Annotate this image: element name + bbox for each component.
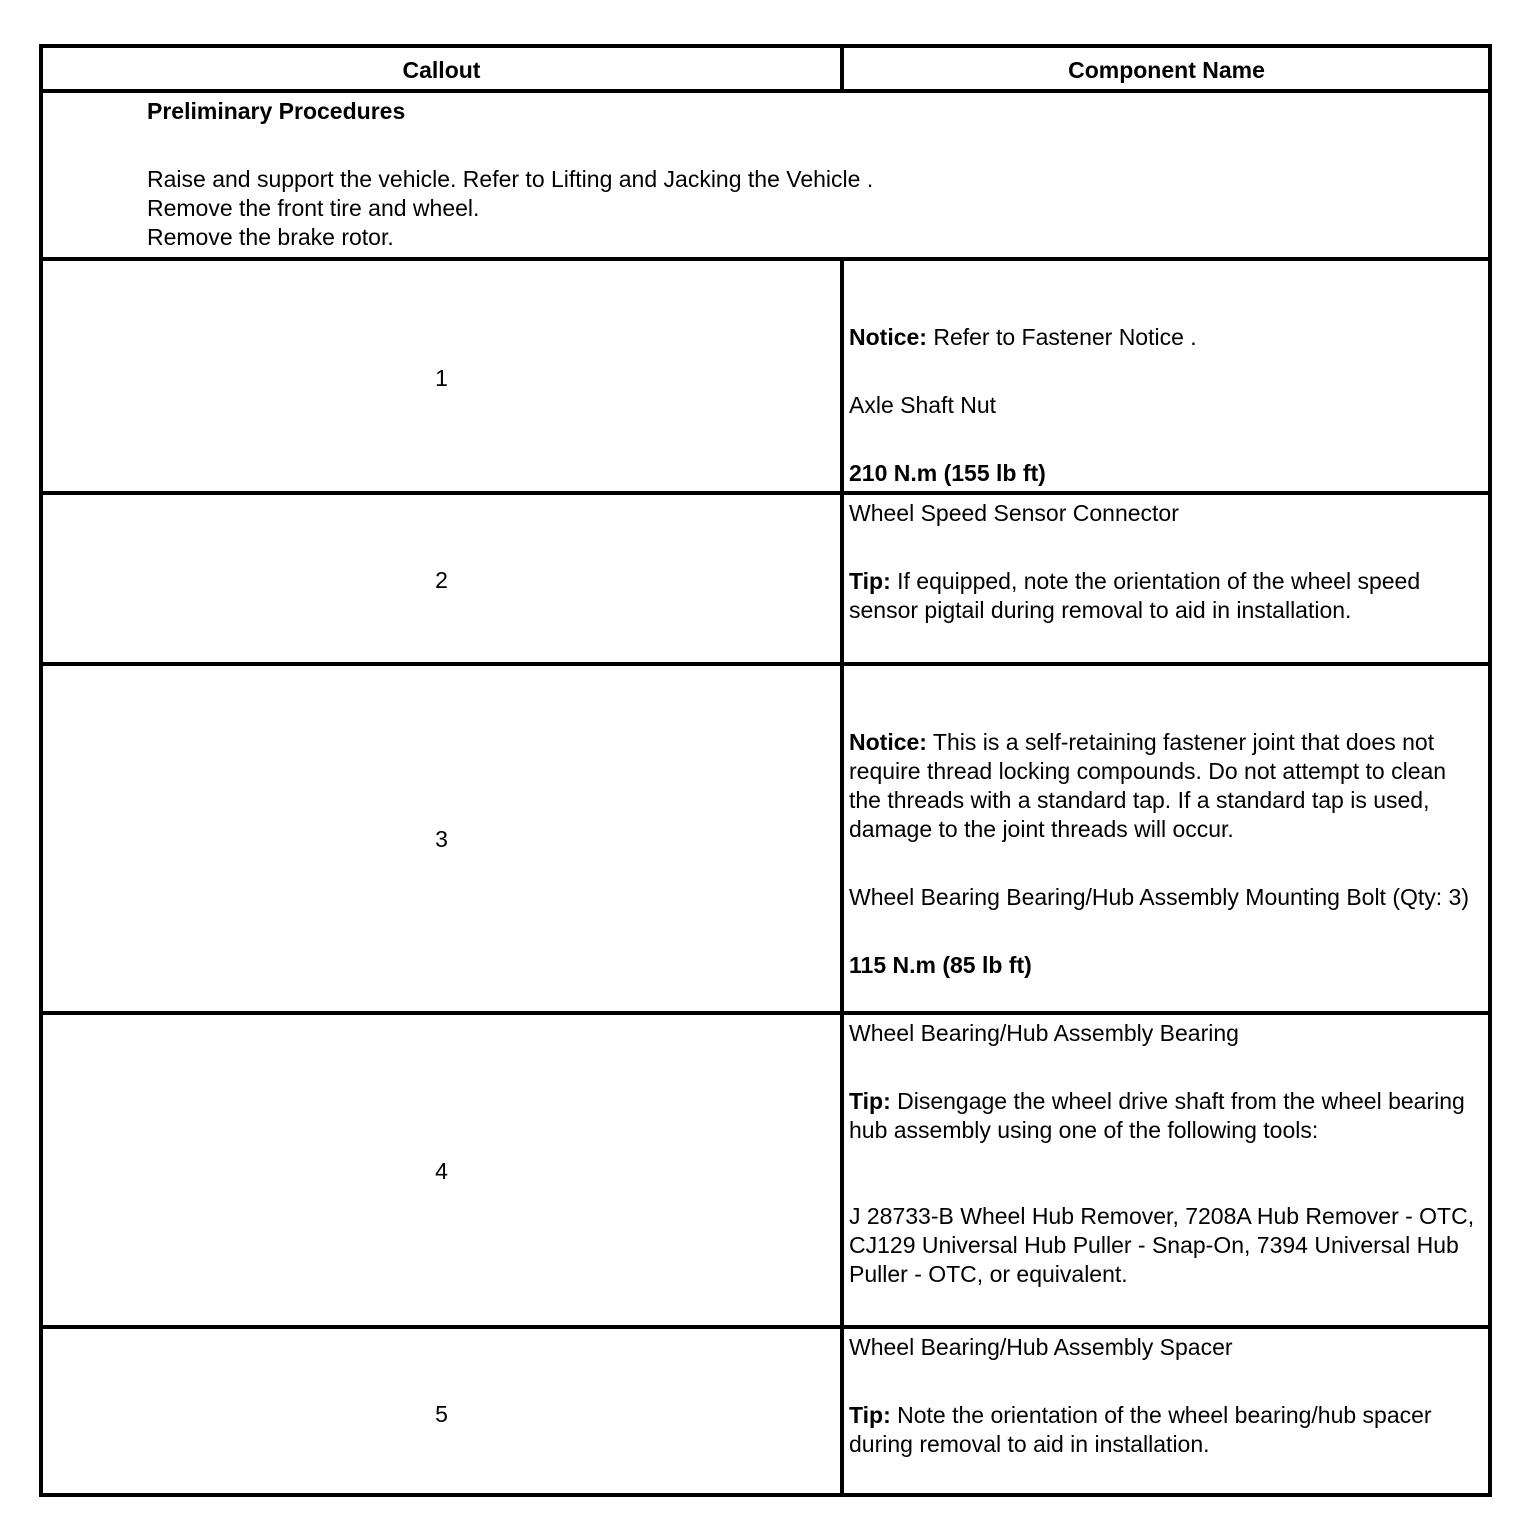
- callout-cell: [43, 1015, 844, 1325]
- notice: Notice: Refer to Fastener Notice .: [849, 324, 1197, 350]
- callout-cell: [43, 261, 844, 491]
- torque-spec: 115 N.m (85 lb ft): [849, 952, 1032, 978]
- component-name: Wheel Bearing Bearing/Hub Assembly Mounting Bolt (Qty: 3): [849, 884, 1470, 910]
- preliminary-title: Preliminary Procedures: [147, 98, 406, 124]
- callout-cell: [43, 666, 844, 1011]
- table-header-row: [43, 48, 1488, 89]
- table-row: [43, 257, 1488, 491]
- component-table: [39, 44, 1492, 1497]
- callout-cell: [43, 495, 844, 662]
- header-callout: Callout: [402, 57, 481, 83]
- tip: Tip: If equipped, note the orientation of the wheel speed sensor pigtail during removal to aid in installation.: [849, 568, 1421, 623]
- component-name: Axle Shaft Nut: [849, 392, 997, 418]
- component-name: Wheel Bearing/Hub Assembly Spacer: [849, 1334, 1233, 1360]
- header-component-cell: [844, 48, 1488, 89]
- callout-number: 5: [435, 1401, 448, 1427]
- tip: Tip: Note the orientation of the wheel bearing/hub spacer during removal to aid in installation.: [849, 1402, 1432, 1457]
- callout-cell: [43, 1329, 844, 1493]
- component-name: Wheel Bearing/Hub Assembly Bearing: [849, 1020, 1239, 1046]
- component-cell: [844, 1329, 1488, 1493]
- table-row: [43, 491, 1488, 662]
- table-row: [43, 1325, 1488, 1493]
- header-component-name: Component Name: [1068, 57, 1265, 83]
- callout-number: 2: [435, 567, 448, 593]
- preliminary-step: Remove the front tire and wheel.: [147, 195, 480, 221]
- callout-number: 4: [435, 1158, 448, 1184]
- table-row: [43, 1011, 1488, 1325]
- callout-number: 1: [435, 365, 448, 391]
- component-name: Wheel Speed Sensor Connector: [849, 500, 1179, 526]
- tool-list: J 28733-B Wheel Hub Remover, 7208A Hub Remover - OTC, CJ129 Universal Hub Puller - Snap-On, 7394 Universal Hub Puller - OTC, or equivalent.: [849, 1203, 1475, 1287]
- component-cell: [844, 1015, 1488, 1325]
- table-row: [43, 662, 1488, 1011]
- notice: Notice: This is a self-retaining fastener joint that does not require thread locking compounds. Do not attempt to clean the threads with a standard tap. If a standard tap is used, damage to the joint threads will occur.: [849, 729, 1447, 842]
- tip: Tip: Disengage the wheel drive shaft from the wheel bearing hub assembly using one of the following tools:: [849, 1088, 1465, 1143]
- preliminary-step: Remove the brake rotor.: [147, 224, 394, 250]
- component-cell: [844, 261, 1488, 491]
- callout-number: 3: [435, 826, 448, 852]
- preliminary-procedures: [147, 97, 1478, 252]
- component-cell: [844, 666, 1488, 1011]
- component-cell: [844, 495, 1488, 662]
- torque-spec: 210 N.m (155 lb ft): [849, 460, 1046, 486]
- header-callout-cell: [43, 48, 844, 89]
- preliminary-step: Raise and support the vehicle. Refer to Lifting and Jacking the Vehicle .: [147, 166, 874, 192]
- preliminary-procedures-row: [43, 89, 1488, 257]
